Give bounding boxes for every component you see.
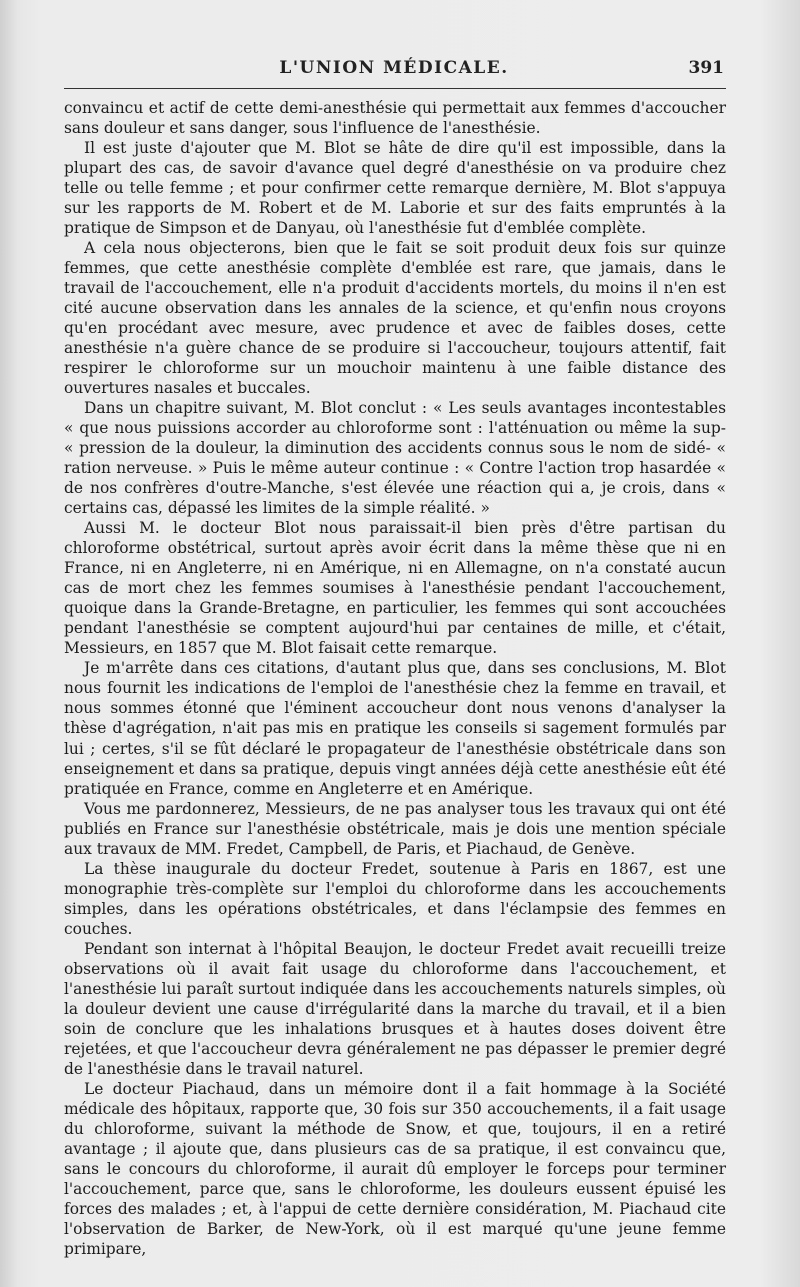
paragraph: Le docteur Piachaud, dans un mémoire dont il a fait hommage à la Société médicale des hôpitaux, rapporte que, 30 fois sur 350 accouchements, il a fait usage du chloroforme, suivant la méthode de Snow, et que, toujours, il en a retiré avantage ; il ajoute que, dans plusieurs cas de sa pratique, il est convaincu que, sans le concours du chloroforme, il aurait dû employer le forceps pour terminer l'accouchement, parce que, sans le chloroforme, les douleurs eussent épuisé les forces des malades ; et, à l'appui de cette dernière considération, M. Piachaud cite l'observation de Barker, de New-York, où il est marqué qu'une jeune femme primipare,: [64, 1079, 726, 1258]
running-title: L'UNION MÉDICALE.: [279, 58, 509, 78]
paragraph: Vous me pardonnerez, Messieurs, de ne pas analyser tous les travaux qui ont été publiés en France sur l'anesthésie obstétricale, mais je dois une mention spéciale aux travaux de MM. Fredet, Campbell, de Paris, et Piachaud, de Genève.: [64, 799, 726, 858]
paragraph: Il est juste d'ajouter que M. Blot se hâte de dire qu'il est impossible, dans la plupart des cas, de savoir d'avance quel degré d'anesthésie on va produire chez telle ou telle femme ; et pour confirmer cette remarque dernière, M. Blot s'appuya sur les rapports de M. Robert et de M. Laborie et sur des faits empruntés à la pratique de Simpson et de Danyau, où l'anesthésie fut d'emblée complète.: [64, 139, 726, 238]
paragraph: Aussi M. le docteur Blot nous paraissait-il bien près d'être partisan du chloroforme obstétrical, surtout après avoir écrit dans la même thèse que ni en France, ni en Angleterre, ni en Amérique, ni en Allemagne, on n'a constaté aucun cas de mort chez les femmes soumises à l'anesthésie pendant l'accouchement, quoique dans la Grande-Bretagne, en particulier, les femmes qui sont accouchées pendant l'anesthésie se comptent aujourd'hui par centaines de mille, et c'était, Messieurs, en 1857 que M. Blot faisait cette remarque.: [64, 519, 726, 658]
body-text: [64, 98, 726, 1259]
paragraph: Dans un chapitre suivant, M. Blot conclut : « Les seuls avantages incontestables « que nous puissions accorder au chloroforme sont : l'atténuation ou même la sup- « pression de la douleur, la diminution des accidents connus sous le nom de sidé- « ration nerveuse. » Puis le même auteur continue : « Contre l'action trop hasardée « de nos confrères d'outre-Manche, s'est élevée une réaction qui a, je crois, dans « certains cas, dépassé les limites de la simple réalité. »: [64, 399, 726, 518]
page-number: 391: [688, 58, 724, 78]
paragraph: A cela nous objecterons, bien que le fait se soit produit deux fois sur quinze femmes, que cette anesthésie complète d'emblée est rare, que jamais, dans le travail de l'accouchement, elle n'a produit d'accidents mortels, du moins il n'en est cité aucune observation dans les annales de la science, et qu'enfin nous croyons qu'en procédant avec mesure, avec prudence et avec de faibles doses, cette anesthésie n'a guère chance de se produire si l'accoucheur, toujours attentif, fait respirer le chloroforme sur un mouchoir maintenu à une faible distance des ouvertures nasales et buccales.: [64, 239, 726, 398]
paragraph: Pendant son internat à l'hôpital Beaujon, le docteur Fredet avait recueilli treize observations où il avait fait usage du chloroforme dans l'accouchement, et l'anesthésie lui paraît surtout indiquée dans les accouchements naturels simples, où la douleur devient une cause d'irrégularité dans la marche du travail, et il a bien soin de conclure que les inhalations brusques et à hautes doses doivent être rejetées, et que l'accoucheur devra généralement ne pas dépasser le premier degré de l'anesthésie dans le travail naturel.: [64, 939, 726, 1078]
header-rule: [64, 88, 726, 89]
running-header: [64, 58, 724, 84]
paragraph: convaincu et actif de cette demi-anesthésie qui permettait aux femmes d'accoucher sans douleur et sans danger, sous l'influence de l'anesthésie.: [64, 99, 726, 138]
paragraph: La thèse inaugurale du docteur Fredet, soutenue à Paris en 1867, est une monographie très-complète sur l'emploi du chloroforme dans les accouchements simples, dans les opérations obstétricales, et dans l'éclampsie des femmes en couches.: [64, 859, 726, 938]
paragraph: Je m'arrête dans ces citations, d'autant plus que, dans ses conclusions, M. Blot nous fournit les indications de l'emploi de l'anesthésie chez la femme en travail, et nous sommes étonné que l'éminent accoucheur dont nous venons d'analyser la thèse d'agrégation, n'ait pas mis en pratique les conseils si sagement formulés par lui ; certes, s'il se fût déclaré le propagateur de l'anesthésie obstétricale dans son enseignement et dans sa pratique, depuis vingt années déjà cette anesthésie eût été pratiquée en France, comme en Angleterre et en Amérique.: [64, 659, 726, 798]
